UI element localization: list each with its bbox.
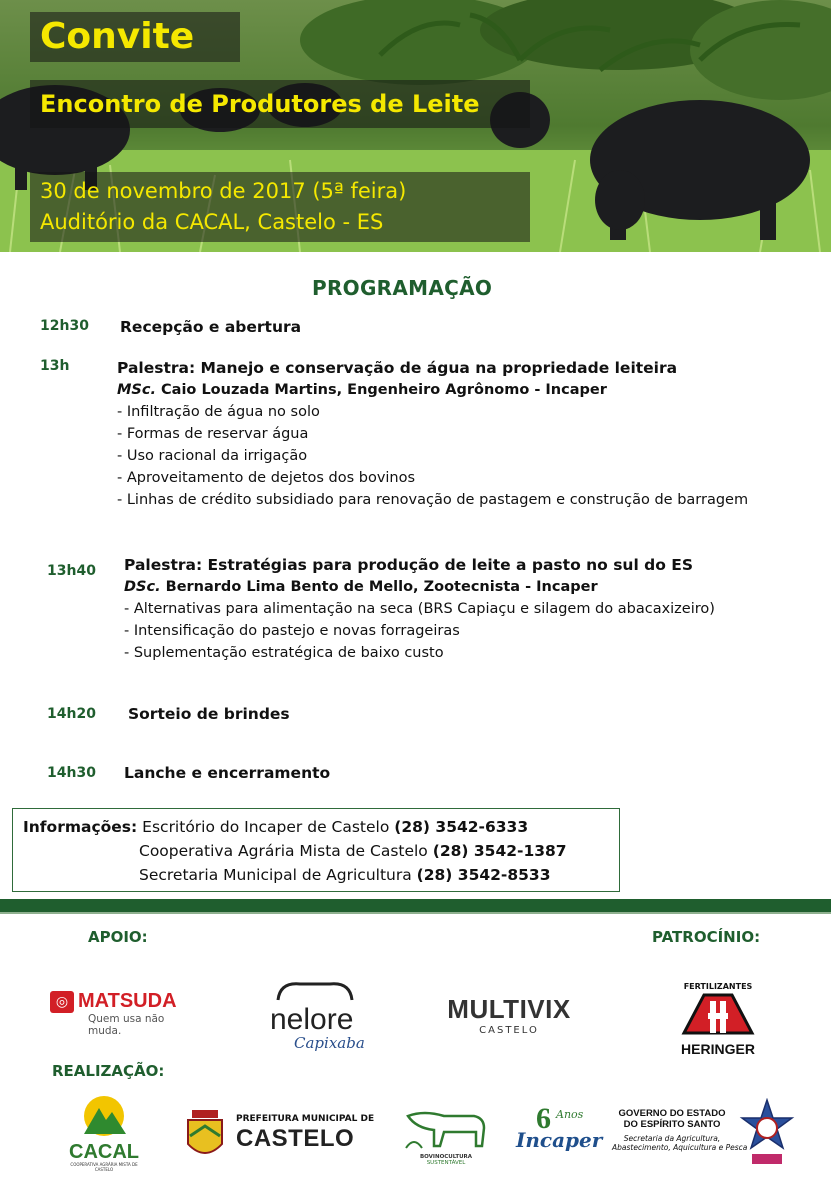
castelo-crest-icon <box>182 1108 228 1166</box>
program-bullet: - Suplementação estratégica de baixo custo <box>124 645 444 661</box>
prefeitura-name: CASTELO <box>236 1125 355 1152</box>
program-item <box>124 554 715 664</box>
bovino-line1: BOVINOCULTURA <box>419 1154 473 1160</box>
program-item <box>120 316 301 338</box>
contact-label: Informações: <box>23 818 138 836</box>
governo-es-logo <box>612 1108 748 1170</box>
bovinocultura-logo <box>404 1106 488 1170</box>
program-time: 13h40 <box>47 563 96 579</box>
event-name: Encontro de Produtores de Leite <box>30 80 530 128</box>
governo-line2: DO ESPÍRITO SANTO <box>623 1119 721 1130</box>
multivix-logo <box>438 994 580 1044</box>
contact-info-box <box>12 808 620 892</box>
cacal-sub: COOPERATIVA AGRÁRIA MISTA DE CASTELO <box>70 1162 138 1172</box>
section-divider <box>0 899 831 912</box>
contact-phone: (28) 3542-6333 <box>394 818 529 836</box>
cacal-logo <box>64 1094 144 1170</box>
speaker-line <box>124 576 715 598</box>
contact-name: Secretaria Municipal de Agricultura <box>139 866 412 884</box>
cow-silhouette-icon <box>404 1106 488 1150</box>
program-bullet: - Uso racional da irrigação <box>117 448 308 464</box>
incaper-name: Incaper <box>516 1128 603 1152</box>
apoio-label: APOIO: <box>88 928 148 946</box>
governo-line1: GOVERNO DO ESTADO <box>618 1108 726 1119</box>
multivix-sub: CASTELO <box>479 1025 539 1036</box>
program-title: PROGRAMAÇÃO <box>312 276 493 300</box>
program-bullet: - Intensificação do pastejo e novas forrageiras <box>124 623 460 639</box>
heringer-emblem-icon <box>678 991 758 1037</box>
incaper-logo <box>514 1104 606 1168</box>
prefeitura-logo <box>182 1108 375 1166</box>
realizacao-label: REALIZAÇÃO: <box>52 1062 165 1080</box>
prefeitura-top: PREFEITURA MUNICIPAL DE <box>236 1114 375 1124</box>
governo-line4: Abastecimento, Aquicultura e Pesca <box>612 1143 748 1152</box>
contact-row <box>23 839 609 863</box>
program-item <box>128 703 290 725</box>
program-time: 14h30 <box>47 765 96 781</box>
matsuda-tagline: Quem usa não muda. <box>88 1013 165 1037</box>
matsuda-mark <box>50 990 180 1013</box>
contact-phone: (28) 3542-8533 <box>416 866 551 884</box>
multivix-name: MULTIVIX <box>447 994 571 1024</box>
program-item-title: Lanche e encerramento <box>124 764 331 782</box>
program-item-title: Palestra: Estratégias para produção de leite a pasto no sul do ES <box>124 556 694 574</box>
contact-name: Escritório do Incaper de Castelo <box>142 818 390 836</box>
matsuda-name: MATSUDA <box>78 990 177 1012</box>
program-bullet: - Linhas de crédito subsidiado para renovação de pastagem e construção de barragem <box>117 492 749 508</box>
speaker-name: Caio Louzada Martins, Engenheiro Agrônomo - Incaper <box>155 382 607 398</box>
program-bullet: - Alternativas para alimentação na seca (BRS Capiaçu e silagem do abacaxizeiro) <box>124 601 715 617</box>
nelore-logo <box>270 978 370 1053</box>
contact-row <box>23 863 609 887</box>
program-item <box>124 762 330 784</box>
header-banner <box>0 0 831 252</box>
speaker-degree: MSc. <box>117 382 156 398</box>
matsuda-icon: ◎ <box>50 991 74 1013</box>
nelore-name: nelore <box>270 1003 354 1036</box>
cacal-name: CACAL <box>69 1141 139 1163</box>
cacal-sun-icon <box>74 1094 134 1138</box>
program-bullet: - Infiltração de água no solo <box>117 404 320 420</box>
contact-name: Cooperativa Agrária Mista de Castelo <box>139 842 428 860</box>
speaker-degree: DSc. <box>124 579 161 595</box>
heringer-name: HERINGER <box>681 1041 755 1057</box>
incaper-years: Anos <box>556 1108 584 1121</box>
program-time: 14h20 <box>47 706 96 722</box>
program-bullet: - Aproveitamento de dejetos dos bovinos <box>117 470 416 486</box>
heringer-logo <box>672 982 764 1062</box>
event-date-place <box>30 172 530 242</box>
incaper-sixty-icon: 6 <box>536 1102 551 1135</box>
program-bullet: - Formas de reservar água <box>117 426 309 442</box>
speaker-line <box>117 379 748 401</box>
event-place: Auditório da CACAL, Castelo - ES <box>40 210 384 234</box>
section-divider-light <box>0 912 831 914</box>
speaker-name: Bernardo Lima Bento de Mello, Zootecnista - Incaper <box>160 579 598 595</box>
nelore-sub: Capixaba <box>294 1034 365 1052</box>
governo-line3: Secretaria da Agricultura, <box>623 1134 721 1143</box>
bovino-line2: SUSTENTÁVEL <box>426 1160 466 1166</box>
program-time: 12h30 <box>40 318 89 334</box>
invite-title: Convite <box>30 12 240 62</box>
event-date: 30 de novembro de 2017 (5ª feira) <box>40 179 407 203</box>
state-coat-of-arms-icon <box>738 1098 796 1170</box>
patrocinio-label: PATROCÍNIO: <box>652 928 761 946</box>
heringer-top: FERTILIZANTES <box>683 982 753 991</box>
matsuda-logo <box>50 990 180 1037</box>
nelore-horns-icon <box>270 978 360 1002</box>
program-item-title: Recepção e abertura <box>120 318 302 336</box>
program-time: 13h <box>40 358 70 374</box>
contact-row <box>23 815 609 839</box>
program-item-title: Palestra: Manejo e conservação de água na propriedade leiteira <box>117 359 678 377</box>
contact-phone: (28) 3542-1387 <box>432 842 567 860</box>
program-item-title: Sorteio de brindes <box>128 705 290 723</box>
program-item <box>117 357 748 511</box>
